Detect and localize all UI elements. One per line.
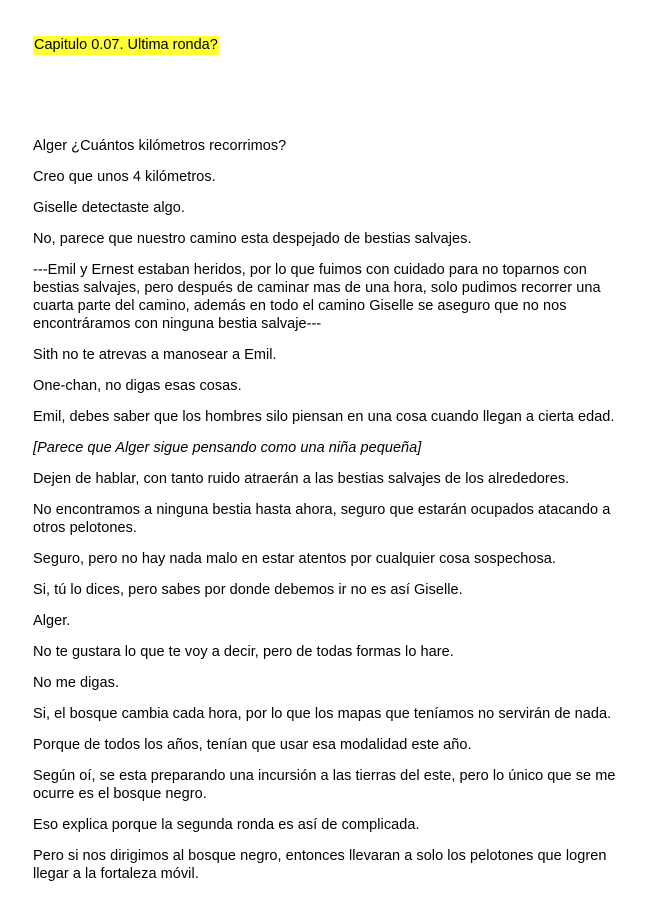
dialogue-paragraph: Alger ¿Cuántos kilómetros recorrimos? bbox=[33, 138, 287, 154]
dialogue-paragraph: No me digas. bbox=[33, 675, 120, 691]
dialogue-paragraph: Si, el bosque cambia cada hora, por lo que los mapas que teníamos no servirán de nada. bbox=[33, 706, 612, 722]
dialogue-paragraph: One-chan, no digas esas cosas. bbox=[33, 378, 242, 394]
dialogue-paragraph: Giselle detectaste algo. bbox=[33, 200, 185, 216]
dialogue-paragraph: No encontramos a ninguna bestia hasta ahora, seguro que estarán ocupados atacando a otros pelotones. bbox=[33, 502, 611, 536]
dialogue-paragraph: No te gustara lo que te voy a decir, pero de todas formas lo hare. bbox=[33, 644, 454, 660]
document-body bbox=[33, 137, 628, 883]
dialogue-paragraph: No, parece que nuestro camino esta despejado de bestias salvajes. bbox=[33, 231, 472, 247]
dialogue-paragraph: Según oí, se esta preparando una incursión a las tierras del este, pero lo único que se me ocurre es el bosque negro. bbox=[33, 768, 616, 802]
dialogue-paragraph: Alger. bbox=[33, 613, 71, 629]
dialogue-paragraph: Sith no te atrevas a manosear a Emil. bbox=[33, 347, 277, 363]
dialogue-paragraph: Pero si nos dirigimos al bosque negro, entonces llevaran a solo los pelotones que logren llegar a la fortaleza móvil. bbox=[33, 848, 607, 882]
chapter-title: Capitulo 0.07. Ultima ronda? bbox=[34, 37, 218, 53]
dialogue-paragraph: ---Emil y Ernest estaban heridos, por lo que fuimos con cuidado para no toparnos con bestias salvajes, pero después de caminar mas de una hora, solo pudimos recorrer una cuarta parte del camino, además en todo el camino Giselle se aseguro que no nos encontráramos con ninguna bestia salvaje--- bbox=[33, 262, 601, 332]
dialogue-paragraph: Emil, debes saber que los hombres silo piensan en una cosa cuando llegan a cierta edad. bbox=[33, 409, 615, 425]
narration-paragraph: [Parece que Alger sigue pensando como una niña pequeña] bbox=[33, 440, 422, 456]
dialogue-paragraph: Si, tú lo dices, pero sabes por donde debemos ir no es así Giselle. bbox=[33, 582, 463, 598]
dialogue-paragraph: Creo que unos 4 kilómetros. bbox=[33, 169, 216, 185]
dialogue-paragraph: Dejen de hablar, con tanto ruido atraerán a las bestias salvajes de los alrededores. bbox=[33, 471, 570, 487]
dialogue-paragraph: Porque de todos los años, tenían que usar esa modalidad este año. bbox=[33, 737, 472, 753]
dialogue-paragraph: Seguro, pero no hay nada malo en estar atentos por cualquier cosa sospechosa. bbox=[33, 551, 556, 567]
dialogue-paragraph: Eso explica porque la segunda ronda es así de complicada. bbox=[33, 817, 420, 833]
